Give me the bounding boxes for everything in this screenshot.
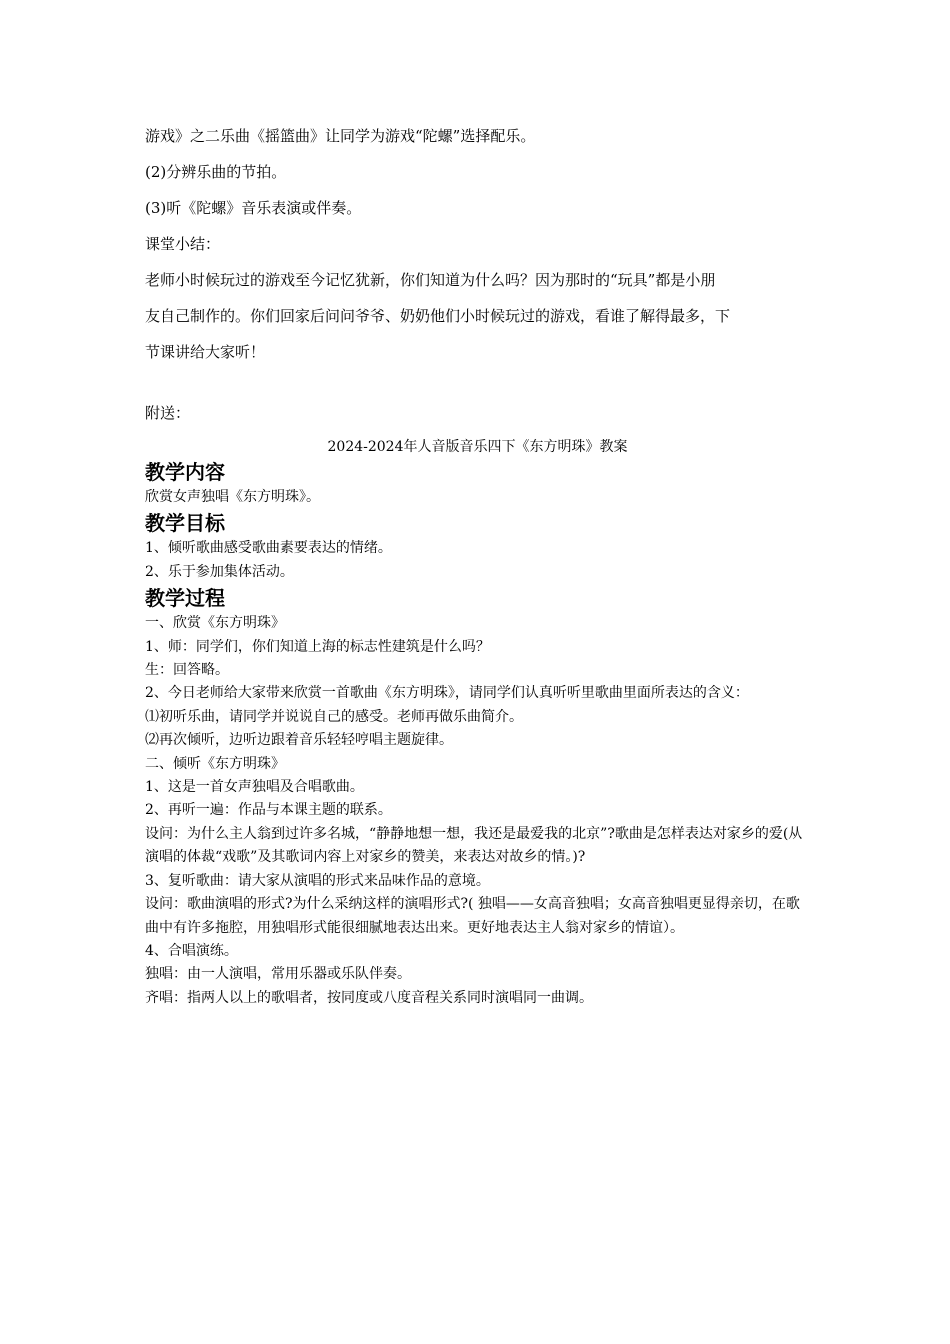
section-heading-goals: 教学目标 bbox=[145, 511, 225, 536]
paragraph: 生：回答略。 bbox=[145, 662, 229, 679]
paragraph: 2、今日老师给大家带来欣赏一首歌曲《东方明珠》，请同学们认真听听里歌曲里面所表达的含义： bbox=[145, 685, 749, 702]
paragraph: 2、再听一遍：作品与本课主题的联系。 bbox=[145, 802, 392, 819]
text-line: 节课讲给大家听！ bbox=[145, 343, 266, 361]
text-line: (3)听《陀螺》音乐表演或伴奏。 bbox=[145, 199, 362, 217]
paragraph: 二、倾听《东方明珠》 bbox=[145, 755, 285, 772]
text-line: 友自己制作的。你们回家后问问爷爷、奶奶他们小时候玩过的游戏，看谁了解得最多，下 bbox=[145, 307, 731, 325]
paragraph: 齐唱：指两人以上的歌唱者，按同度或八度音程关系同时演唱同一曲调。 bbox=[145, 989, 593, 1006]
paragraph: 2、乐于参加集体活动。 bbox=[145, 563, 294, 580]
paragraph: 4、合唱演练。 bbox=[145, 942, 238, 959]
summary-label: 课堂小结： bbox=[145, 235, 221, 253]
paragraph: 设问：歌曲演唱的形式?为什么采纳这样的演唱形式?( 独唱——女高音独唱；女高音独唱更显得亲切，在歌曲中有许多拖腔，用独唱形式能很细腻地表达出来。更好地表达主人翁对家乡的情谊）。 bbox=[145, 896, 800, 936]
lesson-continuation bbox=[145, 118, 810, 370]
section-heading-content: 教学内容 bbox=[145, 460, 225, 484]
paragraph: 设问：为什么主人翁到过许多名城，“静静地想一想，我还是最爱我的北京”?歌曲是怎样表达对家乡的爱(从演唱的体裁“戏歌”及其歌词内容上对家乡的赞美，来表达对故乡的情。)? bbox=[145, 825, 803, 866]
document-title: 2024-2024年人音版音乐四下《东方明珠》教案 bbox=[327, 439, 628, 455]
section-heading-process: 教学过程 bbox=[145, 586, 225, 611]
text-line: 老师小时候玩过的游戏至今记忆犹新，你们知道为什么吗？因为那时的“玩具”都是小朋 bbox=[145, 271, 716, 289]
paragraph: 1、这是一首女声独唱及合唱歌曲。 bbox=[145, 779, 364, 796]
text-line: 游戏》之二乐曲《摇篮曲》让同学为游戏“陀螺”选择配乐。 bbox=[145, 127, 536, 145]
paragraph: 一、欣赏《东方明珠》 bbox=[145, 615, 285, 632]
paragraph: ⑴初听乐曲，请同学并说说自己的感受。老师再做乐曲简介。 bbox=[145, 708, 523, 725]
paragraph: 欣赏女声独唱《东方明珠》。 bbox=[145, 489, 320, 505]
paragraph: ⑵再次倾听，边听边跟着音乐轻轻哼唱主题旋律。 bbox=[145, 732, 453, 749]
lesson-plan-body bbox=[145, 458, 810, 1010]
paragraph: 1、倾听歌曲感受歌曲素要表达的情绪。 bbox=[145, 540, 392, 557]
paragraph: 独唱：由一人演唱，常用乐器或乐队伴奏。 bbox=[145, 966, 411, 983]
paragraph: 1、师：同学们，你们知道上海的标志性建筑是什么吗？ bbox=[145, 638, 490, 655]
appendix-label: 附送： bbox=[145, 404, 191, 422]
paragraph: 3、复听歌曲：请大家从演唱的形式来品味作品的意境。 bbox=[145, 872, 490, 889]
text-line: (2)分辨乐曲的节拍。 bbox=[145, 163, 287, 181]
